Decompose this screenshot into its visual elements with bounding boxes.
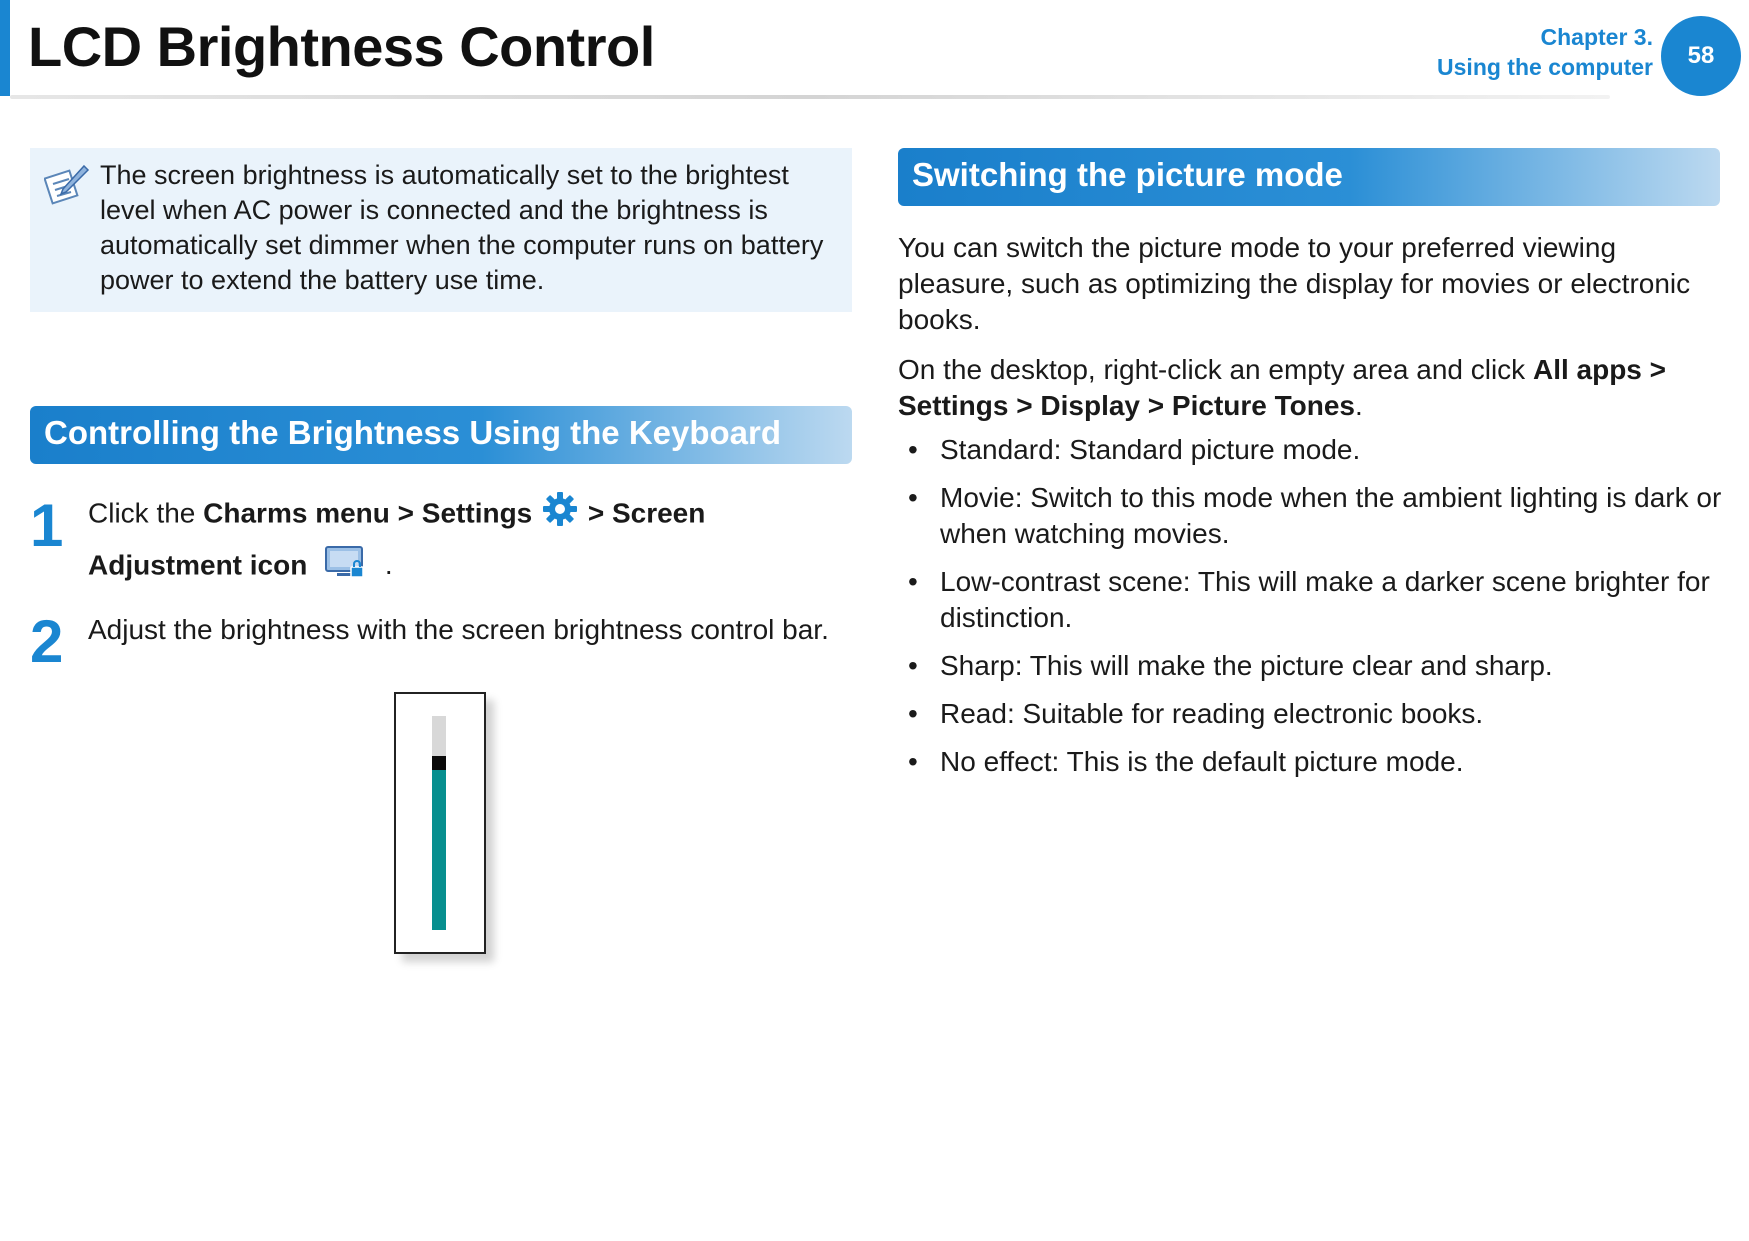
gear-icon <box>540 489 580 541</box>
path-display: Display <box>1040 390 1140 421</box>
page-number-badge: 58 <box>1661 16 1741 96</box>
header-divider <box>10 95 1610 99</box>
screen-adjustment-label-1: Screen <box>611 497 706 529</box>
step-number-2: 2 <box>30 608 64 675</box>
list-item-text: Low-contrast scene: This will make a darker scene brighter for distinction. <box>940 566 1710 633</box>
list-item-text: No effect: This is the default picture mode. <box>940 746 1464 777</box>
screen-adjustment-icon <box>323 541 367 593</box>
chapter-label <box>1437 22 1653 82</box>
picture-mode-list <box>898 432 1728 792</box>
instruction-suffix: . <box>1355 390 1363 421</box>
path-settings: Settings <box>898 390 1009 421</box>
path-all-apps: All apps > <box>1532 354 1667 385</box>
list-item <box>898 744 1728 780</box>
note-text: The screen brightness is automatically set to the brightest level when AC power is connected and the brightness is automatically set dimmer when the computer runs on battery power to extend the battery use time. <box>100 160 824 295</box>
bullet: • <box>908 650 918 681</box>
settings-label: Settings <box>421 497 533 529</box>
chapter-number: Chapter 3. <box>1540 24 1653 50</box>
bullet: • <box>908 482 918 513</box>
picture-mode-instruction <box>898 352 1728 424</box>
section-header-keyboard <box>30 406 852 464</box>
list-item <box>898 648 1728 684</box>
charms-menu-label: Charms menu <box>203 497 390 529</box>
list-item-text: Read: Suitable for reading electronic books. <box>940 698 1484 729</box>
path-sep-2: > <box>1140 390 1172 421</box>
brightness-track <box>432 716 446 930</box>
instruction-prefix: On the desktop, right-click an empty area and click <box>898 354 1533 385</box>
brightness-thumb <box>432 756 446 770</box>
bullet: • <box>908 434 918 465</box>
step-1-sep-2: > <box>587 497 612 529</box>
note-pencil-icon <box>44 162 90 208</box>
bullet: • <box>908 566 918 597</box>
header-accent-bar <box>0 0 10 96</box>
step-2-text: Adjust the brightness with the screen brightness control bar. <box>88 614 829 645</box>
section-title: Switching the picture mode <box>912 156 1343 193</box>
list-item-text: Standard: Standard picture mode. <box>940 434 1361 465</box>
section-header-picture-mode <box>898 148 1720 206</box>
note-box <box>30 148 852 312</box>
list-item <box>898 480 1728 552</box>
brightness-control-bar <box>394 692 486 954</box>
bullet: • <box>908 698 918 729</box>
step-1-sep-1: > <box>389 497 422 529</box>
path-sep-1: > <box>1008 390 1041 421</box>
step-1-prefix: Click the <box>88 497 204 529</box>
path-picture-tones: Picture Tones <box>1171 390 1356 421</box>
step-1-suffix: . <box>384 549 393 581</box>
chapter-name: Using the computer <box>1437 54 1653 80</box>
step-number-1: 1 <box>30 492 64 559</box>
page-title: LCD Brightness Control <box>28 15 655 78</box>
list-item-text: Sharp: This will make the picture clear and sharp. <box>940 650 1553 681</box>
section-title: Controlling the Brightness Using the Keyboard <box>44 414 782 451</box>
list-item-text: Movie: Switch to this mode when the ambient lighting is dark or when watching movies. <box>940 482 1722 549</box>
list-item <box>898 564 1728 636</box>
bullet: • <box>908 746 918 777</box>
brightness-fill <box>432 763 446 930</box>
list-item <box>898 432 1728 468</box>
list-item <box>898 696 1728 732</box>
step-1-text <box>88 489 848 593</box>
picture-mode-intro: You can switch the picture mode to your preferred viewing pleasure, such as optimizing the display for movies or electronic books. <box>898 232 1691 335</box>
screen-adjustment-label-2: Adjustment icon <box>88 549 308 581</box>
